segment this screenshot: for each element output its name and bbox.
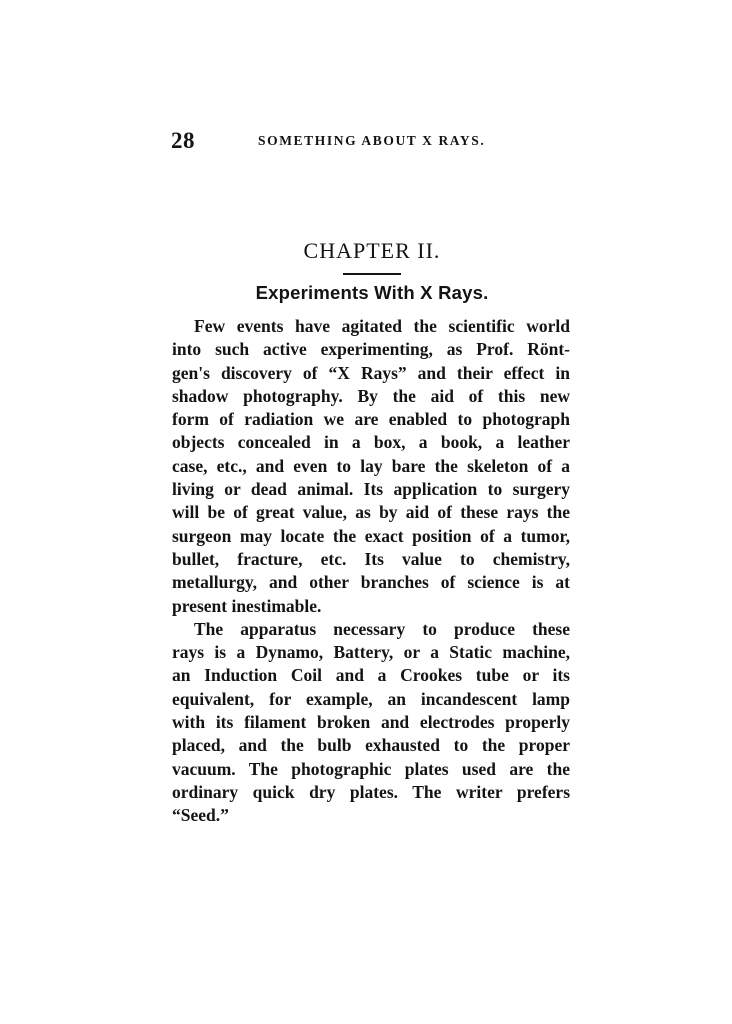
text-line: form of radiation we are enabled to photograph [172, 409, 570, 430]
text-line: vacuum. The photographic plates used are the [172, 758, 570, 779]
title-rule [343, 273, 401, 275]
page-number: 28 [171, 128, 195, 153]
text-line: into such active experimenting, as Prof. Rönt- [172, 339, 570, 360]
text-line: rays is a Dynamo, Battery, or a Static machine, [172, 642, 570, 663]
text-line: surgeon may locate the exact position of a tumor, [172, 525, 570, 546]
text-line: an Induction Coil and a Crookes tube or its [172, 665, 570, 686]
text-line: will be of great value, as by aid of these rays the [172, 502, 570, 523]
paragraph-2 [172, 618, 570, 828]
text-line: living or dead animal. Its application to surgery [172, 479, 570, 500]
running-head: SOMETHING ABOUT X RAYS. [258, 133, 486, 148]
text-line: The apparatus necessary to produce these [194, 618, 570, 639]
paragraph-1 [172, 315, 570, 618]
text-line: objects concealed in a box, a book, a leather [172, 432, 570, 453]
text-line: bullet, fracture, etc. Its value to chemistry, [172, 548, 570, 569]
body-text [172, 315, 570, 828]
text-line: ordinary quick dry plates. The writer prefers [172, 781, 570, 802]
text-line: gen's discovery of “X Rays” and their effect in [172, 362, 570, 383]
text-line: Few events have agitated the scientific world [194, 316, 570, 336]
text-line: “Seed.” [172, 805, 229, 826]
chapter-heading: CHAPTER II. [303, 238, 441, 263]
text-line: case, etc., and even to lay bare the skeleton of a [172, 455, 570, 476]
text-line: present inestimable. [172, 595, 322, 616]
text-line: metallurgy, and other branches of science is at [172, 572, 570, 593]
text-line: with its filament broken and electrodes properly [172, 712, 570, 733]
section-title: Experiments With X Rays. [255, 282, 489, 303]
text-line: shadow photography. By the aid of this new [172, 385, 570, 406]
text-line: placed, and the bulb exhausted to the proper [172, 735, 570, 756]
text-line: equivalent, for example, an incandescent lamp [172, 688, 570, 709]
